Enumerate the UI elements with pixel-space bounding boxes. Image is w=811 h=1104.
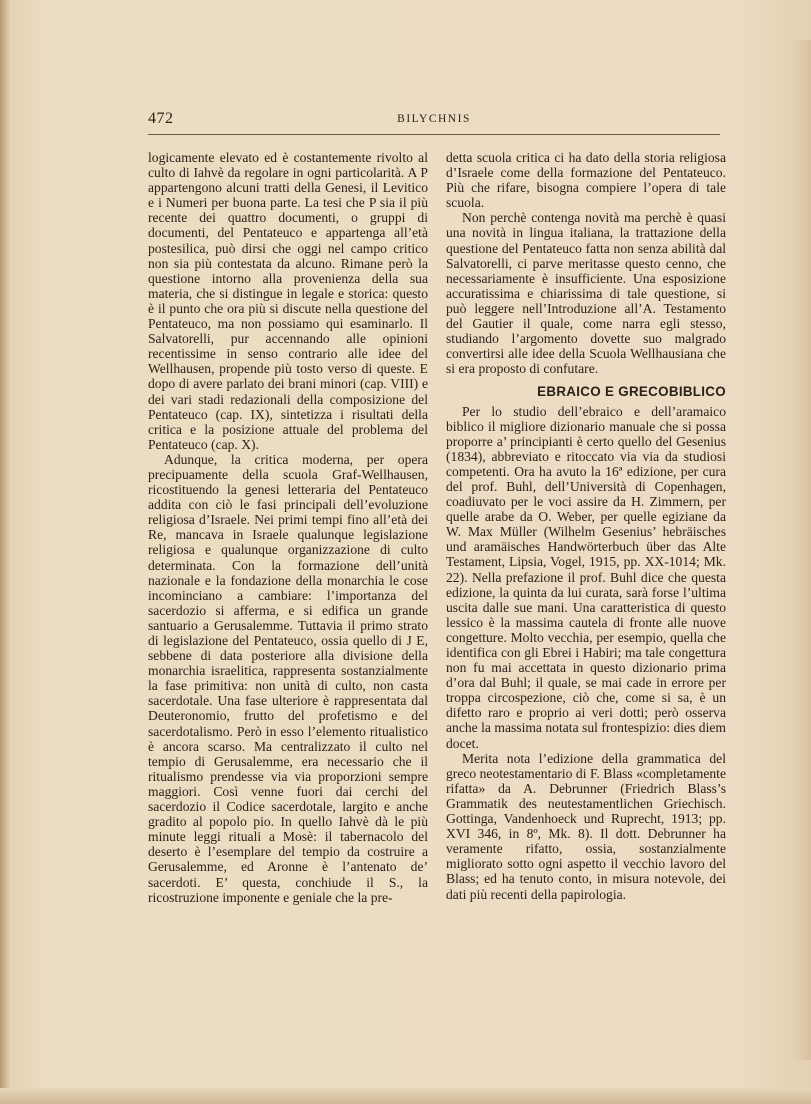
paragraph: Non perchè contenga novità ma perchè è quasi una novità in lingua italiana, la trattazione della questione del Pentateuco fatta non senza abilità dal Salvatorelli, ci parve meritasse questo cenno, che necessariamente è insufficiente. Una esposizione accuratissima e chiarissima di tale questione, si può leggere nell’Introduzione all’A. Testamento del Gautier il quale, come narra egli stesso, studiando l’argomento dovette suo malgrado convertirsi alle idee della Scuola Wellhausiana che si era proposto di confutare.: [446, 210, 726, 377]
paragraph: Per lo studio dell’ebraico e dell’aramaico biblico il migliore dizionario manuale che si possa proporre a’ principianti è certo quello del Gesenius (1834), abbreviato e ritoccato via via da studiosi competenti. Ora ha avuto la 16ª edizione, per cura del prof. Buhl, dell’Università di Copenhagen, coadiuvato per le voci assire da H. Zimmern, per quelle arabe da O. Weber, per quelle egiziane da W. Max Müller (Wilhelm Gesenius’ hebräisches und aramäisches Handwörterbuch über das Alte Testament, Lipsia, Vogel, 1915, pp. XX-1014; Mk. 22). Nella prefazione il prof. Buhl dice che questa edizione, la quinta da lui curata, sarà forse l’ultima uscita dalle sue mani. Una caratteristica di questo lessico è la massima cautela di fronte alle nuove congetture. Molto vecchia, per esempio, quella che identifica con gli Ebrei i Habiri; ma tale congettura non fu mai accettata in questo dizionario prima d’ora dal Buhl; il quale, se mai cade in errore per troppa circospezione, ciò che, come si sa, è un difetto raro e proprio ai veri dotti; però osserva anche la massima notata sul frontespizio: dies diem docet.: [446, 403, 726, 751]
paragraph: logicamente elevato ed è costantemente rivolto al culto di Iahvè da regolare in ogni particolarità. A P appartengono alcuni tratti della Genesi, il Levitico e i Numeri per buona parte. La tesi che P sia il più recente dei quattro documenti, o gruppi di documenti, del Pentateuco e appartenga all’età postesilica, può dirsi che oggi nel campo critico non sia più contestata da alcuno. Rimane però la questione intorno alla provenienza della sua materia, che si distingue in legale e storica: questo è il punto che ora più si discute nella questione del Pentateuco, ma non possiamo qui esaminarlo. Il Salvatorelli, pur accennando alle opinioni recentissime in senso contrario alle idee del Wellhausen, propende più tosto verso di queste. E dopo di avere parlato dei brani minori (cap. VIII) e dei vari stadi redazionali della composizione del Pentateuco (cap. IX), sintetizza i risultati della critica e la posizione attuale del problema del Pentateuco (cap. X).: [148, 150, 428, 452]
page-header: [148, 110, 720, 132]
header-rule: [148, 134, 720, 135]
page-edge-shadow: [0, 0, 10, 1104]
paragraph: detta scuola critica ci ha dato della storia religiosa d’Israele come della formazione del Pentateuco. Più che rifare, bisogna compiere l’opera di tale scuola.: [446, 150, 726, 211]
running-head: BILYCHNIS: [397, 113, 471, 125]
page-number: 472: [148, 110, 174, 127]
right-column: [446, 150, 726, 902]
paragraph: Adunque, la critica moderna, per opera precipuamente della scuola Graf-Wellhausen, ricostituendo la genesi letteraria del Pentateuco addita con ciò le fasi principali dell’evoluzione religiosa d’Israele. Nei primi tempi fino all’età dei Re, mancava in Israele qualunque legislazione religiosa e qualunque organizzazione di culto determinata. Con la formazione dell’unità nazionale e la fondazione della monarchia le cose incominciano a cambiare: l’importanza del sacerdozio si afferma, e si edifica un grande santuario a Gerusalemme. Tuttavia il primo strato di legislazione del Pentateuco, ossia quello di J E, sebbene di data posteriore alla divisione della monarchia israelitica, rappresenta sostanzialmente la fase primitiva: non unità di culto, non casta sacerdotale. Una fase ulteriore è rappresentata dal Deuteronomio, frutto del profetismo e del sacerdotalismo. Però in esso l’elemento ritualistico è ancora scarso. Ma centralizzato il culto nel tempio di Gerusalemme, era necessario che il ritualismo prendesse via via proporzioni sempre maggiori. Così venne fuori dai cerchi del sacerdozio il Codice sacerdotale, largito e anche gradito al popolo pio. In quello Iahvè dà le più minute leggi rituali a Mosè: il tabernacolo del deserto è l’esemplare del tempio da costruire a Gerusalemme, ed Aronne è l’antenato de’ sacerdoti. E’ questa, conchiude il S., la ricostruzione imponente e geniale che la pre-: [148, 451, 428, 905]
paragraph: Merita nota l’edizione della grammatica del greco neotestamentario di F. Blass «completamente rifatta» da A. Debrunner (Friedrich Blass’s Grammatik des neutestamentlichen Griechisch. Gottinga, Vandenhoeck und Ruprecht, 1913; pp. XVI 346, in 8º, Mk. 8). Il dott. Debrunner ha veramente rifatto, ossia, sostanzialmente migliorato sotto ogni aspetto il vecchio lavoro del Blass; ed ha tenuto conto, in misura notevole, dei dati più recenti della papirologia.: [446, 750, 726, 902]
page-bottom-edge: [0, 1088, 811, 1104]
section-heading: EBRAICO E GRECOBIBLICO: [537, 384, 726, 400]
left-column: [148, 150, 428, 905]
page-stain: [790, 40, 811, 1060]
